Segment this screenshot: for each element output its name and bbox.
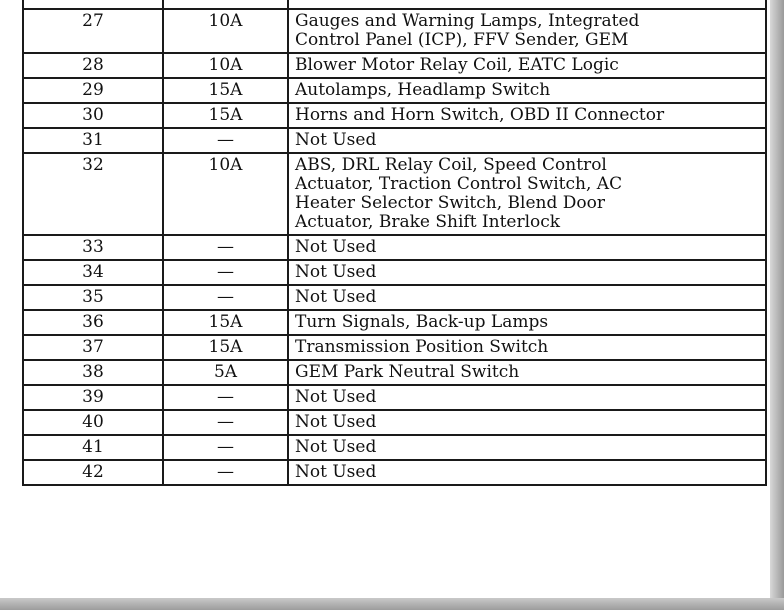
fuse-number-cell: 38 [23,360,163,385]
cut-cell [288,0,766,9]
circuit-description-line: Not Used [295,130,377,150]
table-row [23,285,766,310]
circuit-description-line: GEM Park Neutral Switch [295,362,520,382]
circuits-protected-cell [288,153,766,235]
circuit-description-line: Not Used [295,412,377,432]
fuse-amp-rating-cell: 15A [163,310,288,335]
circuit-description-line: Not Used [295,262,377,282]
circuit-description-line: Transmission Position Switch [295,337,549,357]
circuit-description-line: Not Used [295,287,377,307]
fuse-amp-rating-cell: — [163,435,288,460]
circuit-description-line: Actuator, Traction Control Switch, AC [295,174,623,194]
circuits-protected-cell [288,78,766,103]
table-row [23,128,766,153]
fuse-number-cell: 32 [23,153,163,235]
table-row [23,385,766,410]
circuits-protected-cell [288,435,766,460]
circuit-description-line: Not Used [295,462,377,482]
table-row [23,103,766,128]
fuse-amp-rating-cell: 10A [163,9,288,53]
fuse-number-cell: 35 [23,285,163,310]
fuse-amp-rating-cell: 10A [163,53,288,78]
fuse-number-cell: 30 [23,103,163,128]
fuse-amp-rating-cell: 15A [163,335,288,360]
circuit-description-line: Actuator, Brake Shift Interlock [295,212,561,232]
fuse-amp-rating-cell: — [163,385,288,410]
circuit-description-line: Control Panel (ICP), FFV Sender, GEM [295,30,629,50]
circuit-description-line: Autolamps, Headlamp Switch [295,80,551,100]
scan-bottom-edge [0,598,784,610]
circuits-protected-cell [288,385,766,410]
fuse-number-cell: 27 [23,9,163,53]
table-row [23,235,766,260]
fuse-amp-rating-cell: — [163,410,288,435]
circuit-description-line: Not Used [295,387,377,407]
fuse-number-cell: 41 [23,435,163,460]
circuits-protected-cell [288,460,766,485]
fuse-number-cell: 40 [23,410,163,435]
circuits-protected-cell [288,310,766,335]
fuse-amp-rating-cell: 15A [163,78,288,103]
circuits-protected-cell [288,103,766,128]
fuse-number-cell: 31 [23,128,163,153]
fuse-number-cell: 39 [23,385,163,410]
table-row [23,260,766,285]
table-row [23,360,766,385]
fuse-amp-rating-cell: — [163,285,288,310]
table-row [23,9,766,53]
circuits-protected-cell [288,360,766,385]
table-row [23,335,766,360]
scan-right-edge [770,0,784,610]
table-row [23,435,766,460]
fuse-amp-rating-cell: 10A [163,153,288,235]
circuits-protected-cell [288,260,766,285]
table-row [23,310,766,335]
fuse-number-cell: 29 [23,78,163,103]
fuse-amp-rating-cell: — [163,235,288,260]
circuits-protected-cell [288,235,766,260]
circuit-description-line: Turn Signals, Back-up Lamps [295,312,549,332]
circuits-protected-cell [288,335,766,360]
circuits-protected-cell [288,128,766,153]
cut-cell [23,0,163,9]
circuit-description-line: Gauges and Warning Lamps, Integrated [295,11,640,31]
table-row [23,410,766,435]
circuits-protected-cell [288,285,766,310]
fuse-number-cell: 36 [23,310,163,335]
circuit-description-line: Heater Selector Switch, Blend Door [295,193,605,213]
circuits-protected-cell [288,410,766,435]
fuse-amp-rating-cell: — [163,460,288,485]
table-row [23,153,766,235]
circuits-protected-cell [288,9,766,53]
fuse-number-cell: 37 [23,335,163,360]
circuit-description-line: Blower Motor Relay Coil, EATC Logic [295,55,619,75]
table-row [23,460,766,485]
circuit-description-line: ABS, DRL Relay Coil, Speed Control [295,155,607,175]
circuit-description-line: Not Used [295,237,377,257]
fuse-number-cell: 34 [23,260,163,285]
fuse-number-cell: 28 [23,53,163,78]
cut-cell [163,0,288,9]
circuit-description-line: Horns and Horn Switch, OBD II Connector [295,105,665,125]
fuse-amp-rating-cell: 15A [163,103,288,128]
circuit-description-line: Not Used [295,437,377,457]
fuse-amp-rating-cell: — [163,128,288,153]
fuse-number-cell: 33 [23,235,163,260]
table-row [23,53,766,78]
fuse-amp-rating-cell: — [163,260,288,285]
circuits-protected-cell [288,53,766,78]
fuse-table [22,0,767,486]
table-row [23,78,766,103]
fuse-amp-rating-cell: 5A [163,360,288,385]
table-row-top-cut [23,0,766,9]
fuse-table-body [23,0,766,485]
fuse-number-cell: 42 [23,460,163,485]
